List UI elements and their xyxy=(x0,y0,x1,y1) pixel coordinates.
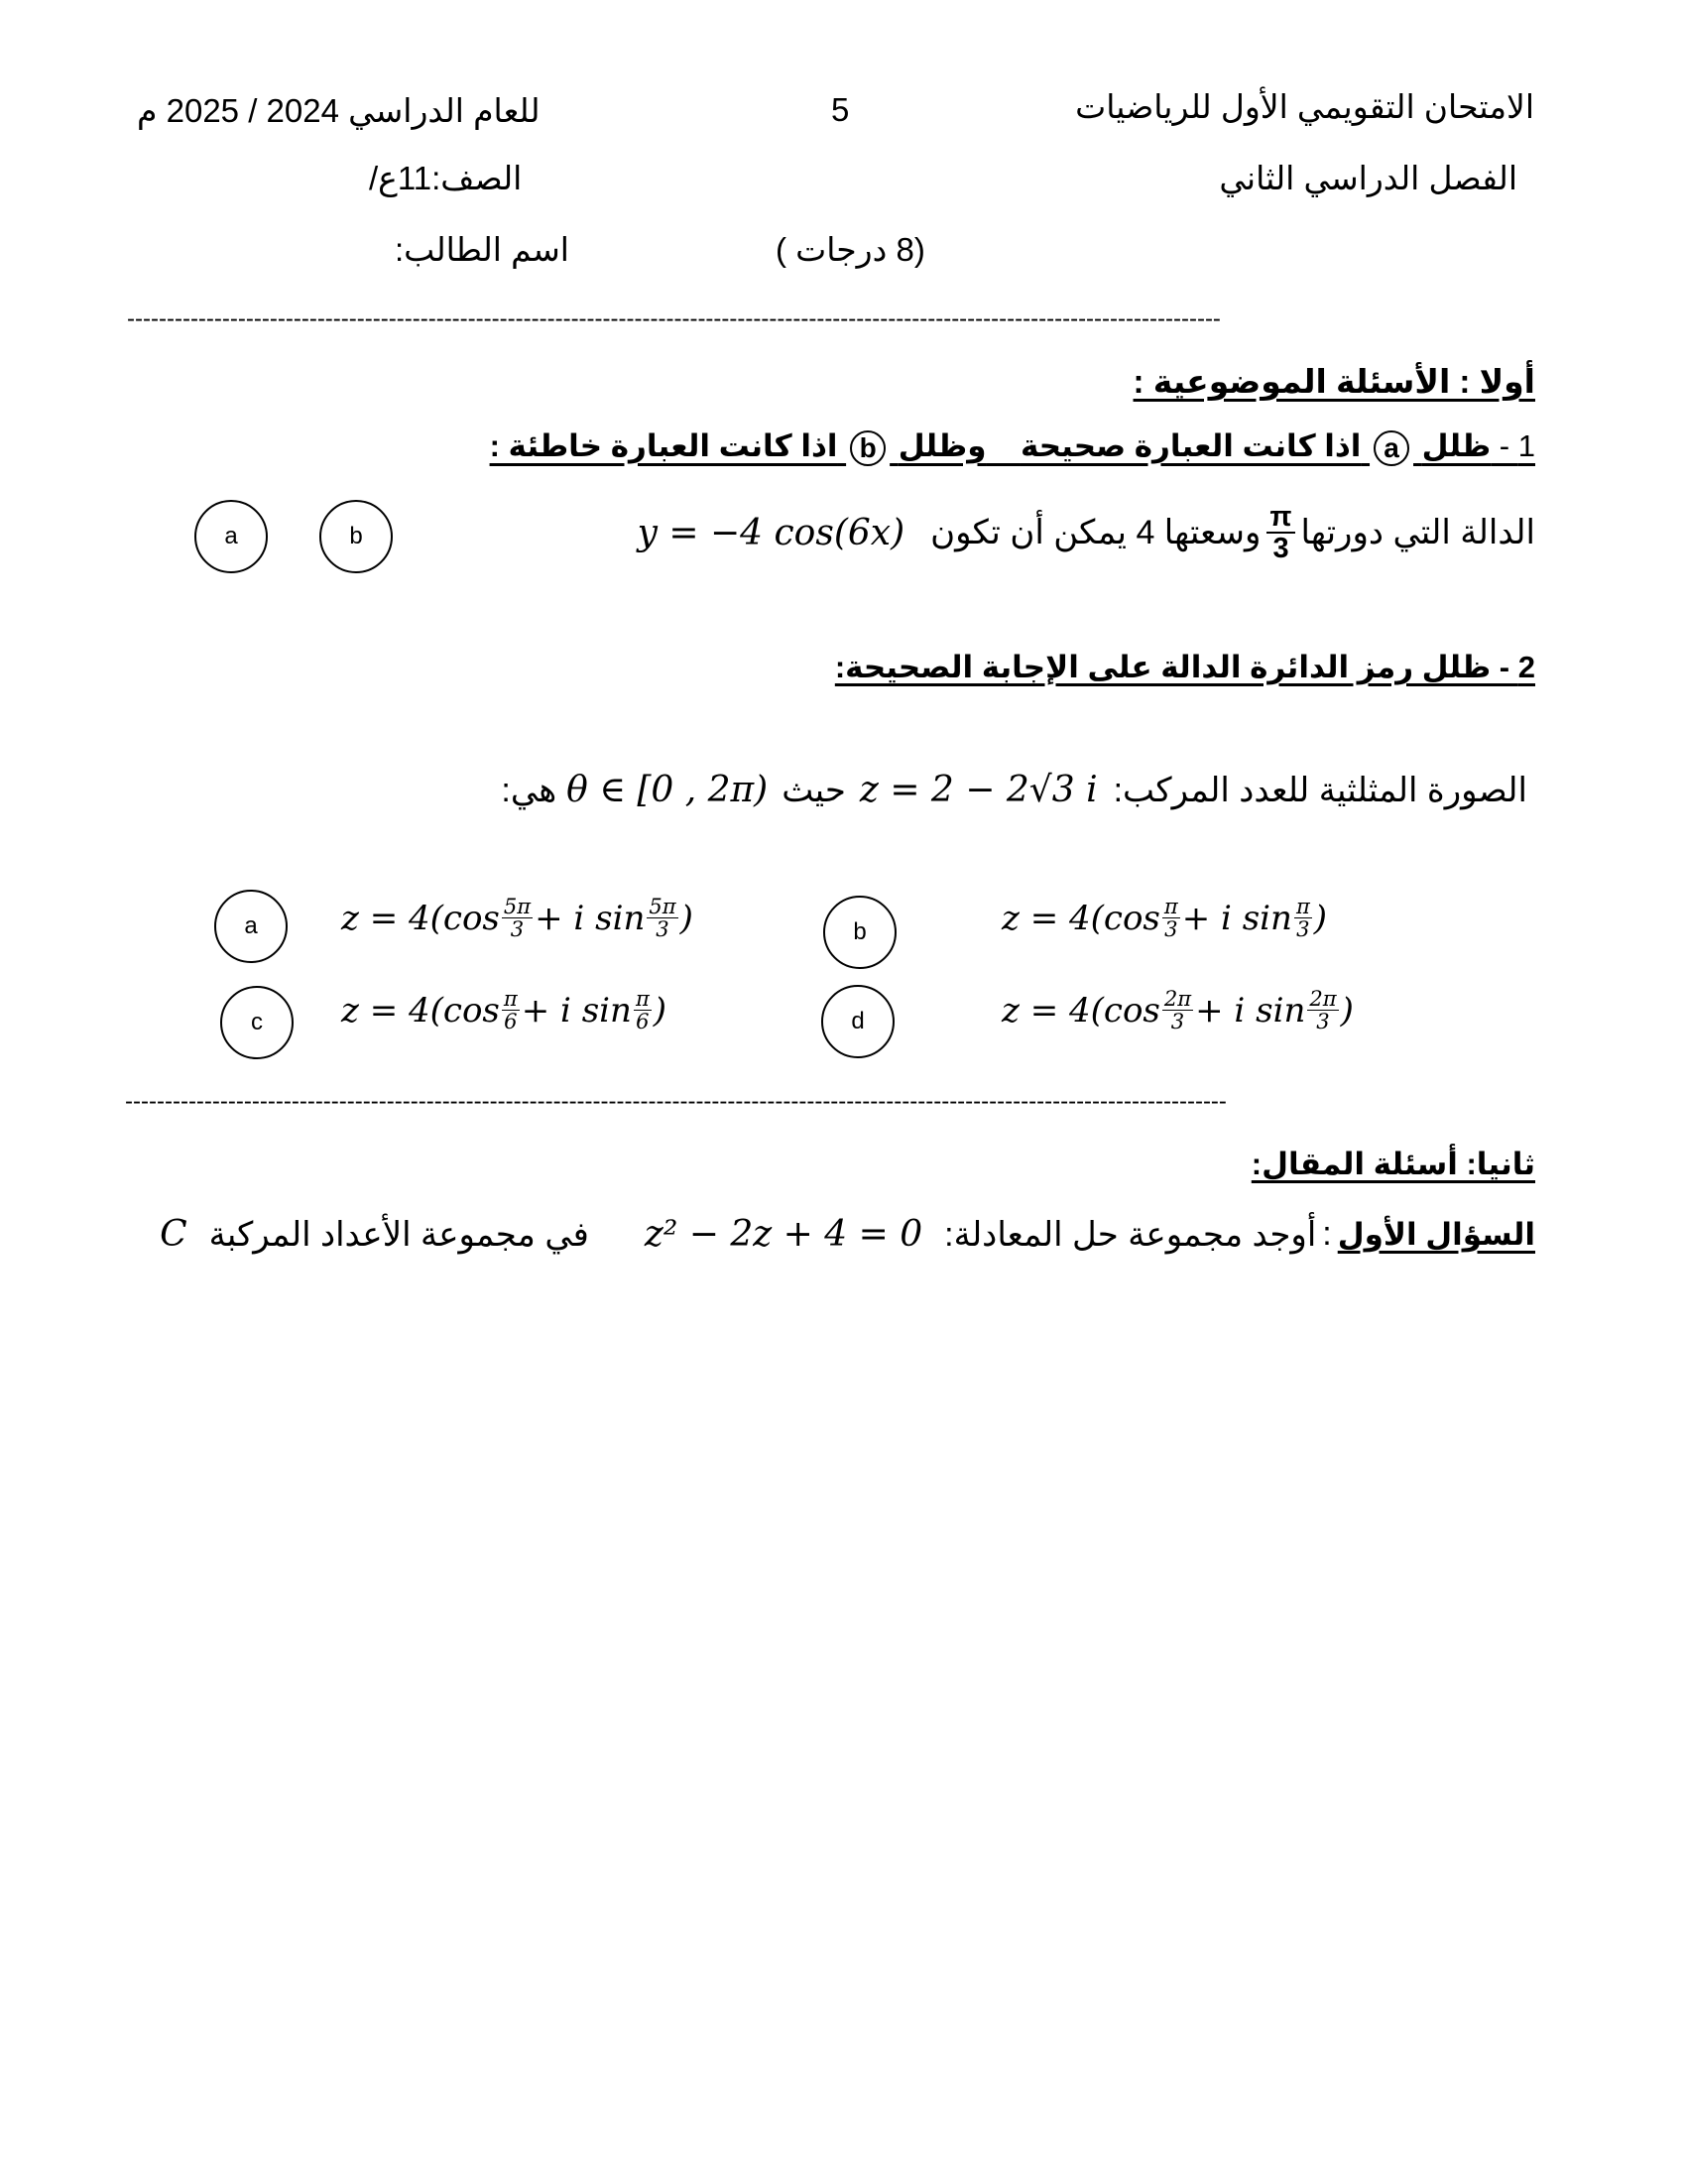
q2-option-a-frac2 xyxy=(647,896,677,940)
q2-stem-math: z = 2 − 2√3 i xyxy=(859,770,1098,810)
essay-q1-text2: في مجموعة الأعداد المركبة xyxy=(208,1215,589,1254)
q1-period-num: π xyxy=(1266,502,1294,534)
q2-option-a-den2: 3 xyxy=(656,916,669,942)
q1-instruction xyxy=(490,428,1535,466)
academic-year: للعام الدراسي 2024 / 2025 م xyxy=(137,92,541,129)
q2-option-c-den2: 6 xyxy=(636,1009,650,1034)
q2-option-b-mid: + i sin xyxy=(1181,898,1292,938)
section1-title: أولا : الأسئلة الموضوعية : xyxy=(1133,363,1535,400)
q1-statement-text: الدالة التي دورتها xyxy=(1300,514,1535,552)
q2-option-a-frac1 xyxy=(502,896,533,940)
q1-period-den: 3 xyxy=(1272,533,1289,565)
q2-option-b-frac1 xyxy=(1162,896,1180,940)
q2-option-b-num1: π xyxy=(1163,894,1178,918)
q1-number: 1 - xyxy=(1491,428,1535,463)
q2-stem xyxy=(501,770,1527,810)
section2-title: ثانيا: أسئلة المقال: xyxy=(1251,1147,1535,1181)
q2-option-c-suffix: ) xyxy=(653,990,667,1031)
q1-option-b[interactable]: b xyxy=(319,500,393,573)
q2-option-d-num2: 2π xyxy=(1309,986,1337,1011)
q2-option-c-frac2 xyxy=(634,988,652,1032)
essay-q1 xyxy=(160,1214,1535,1255)
q2-option-c-circle[interactable]: c xyxy=(220,986,294,1059)
marks: (8 درجات ) xyxy=(776,231,925,268)
q2-option-b-prefix: z = 4(cos xyxy=(1002,898,1160,938)
q1-period-fraction xyxy=(1266,502,1294,564)
q2-option-a-mid: + i sin xyxy=(535,898,646,938)
q2-option-c-frac1 xyxy=(502,988,520,1032)
q2-option-a-suffix: ) xyxy=(679,898,693,938)
q1-statement-text2: وسعتها 4 يمكن أن تكون xyxy=(930,514,1262,552)
q2-option-d-suffix: ) xyxy=(1340,990,1354,1031)
q2-option-d-frac1 xyxy=(1162,988,1193,1032)
q2-stem-where: حيث xyxy=(782,771,846,809)
q2-option-d-frac2 xyxy=(1307,988,1338,1032)
separator-2: ------------------------------------------------------------------------------------------------------------------------------------------- xyxy=(125,1088,1227,1115)
page-number: 5 xyxy=(831,91,850,128)
q2-title: 2 - ظلل رمز الدائرة الدالة على الإجابة الصحيحة: xyxy=(834,650,1535,684)
student-name-label: اسم الطالب: xyxy=(395,231,569,268)
q2-option-c-formula xyxy=(341,988,666,1032)
essay-q1-math: z² − 2z + 4 = 0 xyxy=(644,1214,923,1255)
essay-q1-label: السؤال الأول xyxy=(1337,1216,1535,1252)
q1-instruction-circle-a: a xyxy=(1374,430,1409,466)
q2-option-d-mid: + i sin xyxy=(1195,990,1306,1031)
q2-option-d-circle[interactable]: d xyxy=(821,985,895,1058)
semester: الفصل الدراسي الثاني xyxy=(1219,160,1517,196)
q1-if-false: اذا كانت العبارة خاطئة : xyxy=(489,428,838,463)
class-label: الصف:11ع/ xyxy=(369,160,523,196)
q2-option-b-frac2 xyxy=(1294,896,1312,940)
q2-stem-math2: θ ∈ [0 , 2π) xyxy=(566,770,769,810)
q1-instruction-circle-b: b xyxy=(850,430,886,466)
q2-option-c-den1: 6 xyxy=(504,1009,518,1034)
q2-option-d-den2: 3 xyxy=(1316,1009,1330,1034)
q2-stem-text: الصورة المثلثية للعدد المركب: xyxy=(1113,771,1527,809)
exam-title: الامتحان التقويمي الأول للرياضيات xyxy=(1075,88,1534,125)
q2-option-b-den1: 3 xyxy=(1164,916,1178,942)
q1-statement-math: y = −4 cos(6x) xyxy=(637,512,905,553)
q1-if-true: اذا كانت العبارة صحيحة xyxy=(1020,428,1362,463)
q2-option-d-den1: 3 xyxy=(1170,1009,1185,1034)
q2-option-b-formula xyxy=(1002,896,1327,940)
q2-option-c-mid: + i sin xyxy=(521,990,632,1031)
q2-option-d-num1: 2π xyxy=(1163,986,1192,1011)
q2-option-c-prefix: z = 4(cos xyxy=(341,990,500,1031)
q1-and-shade: وظلل xyxy=(898,428,987,463)
essay-q1-text: أوجد مجموعة حل المعادلة: xyxy=(944,1215,1317,1254)
q2-option-a-den1: 3 xyxy=(510,916,525,942)
separator-1: ------------------------------------------------------------------------------------------------------------------------------------------ xyxy=(127,305,1221,332)
essay-q1-colon: : xyxy=(1322,1215,1332,1253)
q2-option-b-suffix: ) xyxy=(1313,898,1328,938)
q2-option-c-num1: π xyxy=(503,986,518,1011)
q2-option-a-prefix: z = 4(cos xyxy=(341,898,500,938)
essay-q1-set: C xyxy=(160,1214,187,1255)
q1-option-a[interactable]: a xyxy=(194,500,268,573)
q2-option-a-formula xyxy=(341,896,693,940)
q2-option-d-prefix: z = 4(cos xyxy=(1002,990,1160,1031)
q2-option-a-circle[interactable]: a xyxy=(214,890,288,963)
q1-shade-word: ظلل xyxy=(1421,428,1492,463)
q2-option-a-num2: 5π xyxy=(649,894,676,918)
q2-option-b-circle[interactable]: b xyxy=(823,896,897,969)
q2-stem-end: هي: xyxy=(501,771,557,809)
q1-statement xyxy=(638,502,1535,564)
q2-option-d-formula xyxy=(1002,988,1354,1032)
q2-option-c-num2: π xyxy=(635,986,650,1011)
q2-option-b-den2: 3 xyxy=(1296,916,1310,942)
q2-option-a-num1: 5π xyxy=(503,894,532,918)
q2-option-b-num2: π xyxy=(1295,894,1310,918)
